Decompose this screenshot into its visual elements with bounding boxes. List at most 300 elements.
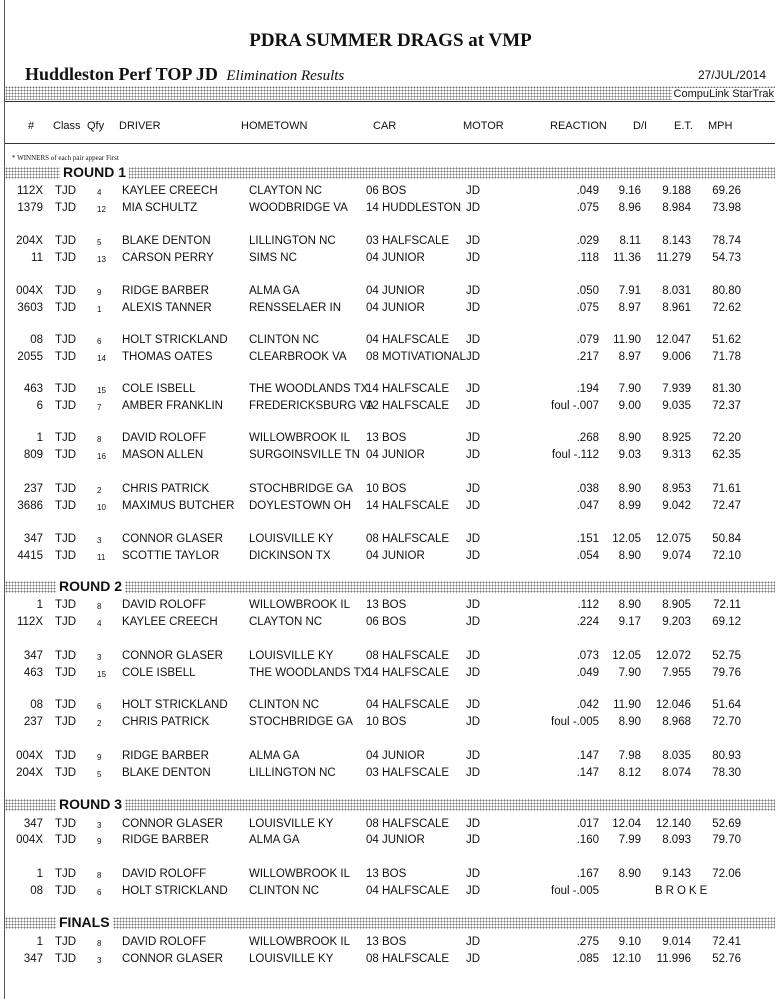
table-row: [0, 667, 781, 682]
cell-num: 1379: [17, 202, 43, 214]
col-qfy: Qfy: [87, 120, 105, 132]
cell-et: 12.140: [655, 818, 691, 830]
cell-et: 8.905: [662, 599, 691, 611]
cell-qfy: 5: [97, 770, 102, 779]
cell-num: 347: [23, 533, 43, 545]
cell-qfy: 16: [97, 452, 106, 461]
cell-car: 04 JUNIOR: [366, 834, 425, 846]
cell-mph: 72.10: [712, 550, 741, 562]
cell-mph: 51.64: [712, 699, 741, 711]
cell-di: 8.90: [618, 550, 641, 562]
cell-class: TJD: [55, 885, 77, 897]
cell-class: TJD: [55, 334, 77, 346]
cell-num: 204X: [16, 767, 43, 779]
cell-class: TJD: [55, 432, 77, 444]
event-date: 27/JUL/2014: [697, 68, 766, 82]
cell-qfy: 8: [97, 435, 102, 444]
table-row: [0, 500, 781, 515]
cell-reaction: foul -.007: [551, 400, 599, 412]
cell-hometown: CLEARBROOK VA: [249, 351, 347, 363]
cell-hometown: THE WOODLANDS TX: [249, 667, 369, 679]
cell-num: 3686: [17, 500, 43, 512]
cell-car: 04 JUNIOR: [366, 252, 425, 264]
cell-driver: KAYLEE CREECH: [122, 616, 218, 628]
cell-motor: JD: [466, 202, 481, 214]
cell-hometown: THE WOODLANDS TX: [249, 383, 369, 395]
cell-hometown: LOUISVILLE KY: [249, 953, 334, 965]
cell-car: 10 BOS: [366, 483, 407, 495]
cell-reaction: .049: [576, 185, 599, 197]
cell-motor: JD: [466, 750, 481, 762]
col-mph: MPH: [708, 120, 733, 132]
col-num: #: [28, 120, 35, 132]
winners-note: * WINNERS of each pair appear First: [12, 154, 119, 162]
cell-mph: 54.73: [712, 252, 741, 264]
cell-et: 8.031: [662, 285, 691, 297]
col-et: E.T.: [674, 120, 693, 132]
cell-di: 7.98: [618, 750, 641, 762]
cell-qfy: 3: [97, 956, 102, 965]
cell-hometown: ALMA GA: [249, 285, 300, 297]
cell-mph: 69.26: [712, 185, 741, 197]
cell-num: 08: [30, 334, 43, 346]
cell-motor: JD: [466, 699, 481, 711]
col-motor: MOTOR: [463, 120, 504, 132]
cell-et: 8.953: [662, 483, 691, 495]
cell-et: 8.968: [662, 716, 691, 728]
cell-di: 8.90: [618, 868, 641, 880]
cell-qfy: 14: [97, 354, 106, 363]
table-row: [0, 616, 781, 631]
cell-di: 7.91: [618, 285, 641, 297]
cell-di: 8.96: [618, 202, 641, 214]
cell-num: 204X: [16, 235, 43, 247]
cell-et: 9.188: [662, 185, 691, 197]
cell-class: TJD: [55, 834, 77, 846]
cell-num: 2055: [17, 351, 43, 363]
cell-hometown: LOUISVILLE KY: [249, 818, 334, 830]
cell-qfy: 2: [97, 719, 102, 728]
cell-mph: 72.41: [712, 936, 741, 948]
cell-hometown: RENSSELAER IN: [249, 302, 342, 314]
cell-hometown: WILLOWBROOK IL: [249, 936, 350, 948]
event-title: [25, 64, 344, 85]
table-row: [0, 449, 781, 464]
cell-hometown: STOCHBRIDGE GA: [249, 716, 353, 728]
cell-mph: 62.35: [712, 449, 741, 461]
cell-di: 7.90: [618, 383, 641, 395]
cell-reaction: .224: [576, 616, 599, 628]
page-title: PDRA SUMMER DRAGS at VMP: [249, 30, 532, 51]
cell-et: 11.279: [656, 252, 691, 264]
table-row: [0, 202, 781, 217]
cell-di: 8.97: [618, 302, 641, 314]
cell-reaction: .042: [576, 699, 599, 711]
cell-hometown: DOYLESTOWN OH: [249, 500, 352, 512]
cell-mph: 72.70: [712, 716, 741, 728]
cell-hometown: WILLOWBROOK IL: [249, 868, 350, 880]
cell-reaction: .038: [576, 483, 599, 495]
cell-qfy: 8: [97, 939, 102, 948]
cell-car: 08 HALFSCALE: [366, 953, 450, 965]
cell-hometown: ALMA GA: [249, 750, 300, 762]
cell-hometown: CLINTON NC: [249, 885, 320, 897]
cell-qfy: 13: [97, 255, 106, 264]
cell-reaction: .118: [577, 252, 599, 264]
cell-class: TJD: [55, 302, 77, 314]
cell-reaction: .268: [576, 432, 599, 444]
cell-qfy: 3: [97, 536, 102, 545]
cell-mph: 52.75: [712, 650, 741, 662]
cell-qfy: 2: [97, 486, 102, 495]
cell-num: 347: [23, 953, 43, 965]
cell-motor: JD: [466, 285, 481, 297]
round-label: ROUND 1: [60, 165, 129, 179]
cell-car: 08 HALFSCALE: [366, 818, 450, 830]
cell-qfy: 15: [97, 670, 106, 679]
cell-qfy: 8: [97, 602, 102, 611]
cell-driver: BLAKE DENTON: [122, 767, 211, 779]
cell-car: 10 BOS: [366, 716, 407, 728]
cell-et: 9.014: [662, 936, 691, 948]
table-row: [0, 252, 781, 267]
col-di: D/I: [633, 120, 648, 132]
cell-motor: JD: [466, 334, 481, 346]
cell-et: 9.035: [662, 400, 691, 412]
cell-motor: JD: [466, 500, 481, 512]
cell-mph: 50.84: [712, 533, 741, 545]
cell-class: TJD: [55, 351, 77, 363]
cell-qfy: 12: [97, 205, 106, 214]
cell-car: 03 HALFSCALE: [366, 767, 450, 779]
cell-di: 8.90: [618, 432, 641, 444]
cell-qfy: 9: [97, 837, 102, 846]
cell-num: 463: [23, 667, 43, 679]
cell-motor: JD: [466, 483, 481, 495]
table-row: [0, 185, 781, 200]
cell-driver: CONNOR GLASER: [122, 818, 223, 830]
cell-num: 11: [31, 252, 43, 264]
table-row: [0, 834, 781, 849]
cell-class: TJD: [55, 767, 77, 779]
cell-di: 12.10: [612, 953, 641, 965]
cell-di: 8.90: [618, 716, 641, 728]
col-driver: DRIVER: [119, 120, 161, 132]
cell-di: 8.90: [618, 599, 641, 611]
col-hometown: HOMETOWN: [241, 120, 308, 132]
cell-hometown: SURGOINSVILLE TN: [249, 449, 360, 461]
cell-hometown: FREDERICKSBURG VA: [249, 400, 375, 412]
cell-et: 12.047: [655, 334, 691, 346]
cell-qfy: 6: [97, 337, 102, 346]
cell-class: TJD: [55, 650, 77, 662]
cell-hometown: ALMA GA: [249, 834, 300, 846]
cell-di: 12.05: [612, 533, 641, 545]
cell-car: 14 HALFSCALE: [366, 500, 450, 512]
cell-di: 9.03: [618, 449, 641, 461]
cell-reaction: .217: [576, 351, 599, 363]
table-row: [0, 533, 781, 548]
cell-car: 14 HALFSCALE: [366, 667, 450, 679]
brand-label: CompuLink StarTrak: [673, 88, 774, 100]
cell-driver: CARSON PERRY: [122, 252, 214, 264]
cell-driver: DAVID ROLOFF: [122, 599, 207, 611]
cell-class: TJD: [55, 235, 77, 247]
cell-motor: JD: [466, 252, 481, 264]
cell-reaction: foul -.005: [551, 716, 599, 728]
cell-reaction: .079: [576, 334, 599, 346]
cell-driver: MAXIMUS BUTCHER: [122, 500, 235, 512]
cell-qfy: 11: [97, 553, 106, 562]
cell-reaction: .147: [576, 767, 599, 779]
cell-hometown: STOCHBRIDGE GA: [249, 483, 353, 495]
cell-car: 08 HALFSCALE: [366, 650, 450, 662]
cell-motor: JD: [466, 533, 481, 545]
col-class: Class: [53, 120, 81, 132]
cell-car: 08 HALFSCALE: [366, 533, 450, 545]
cell-car: 04 JUNIOR: [366, 302, 425, 314]
cell-class: TJD: [55, 616, 77, 628]
cell-mph: 73.98: [712, 202, 741, 214]
cell-driver: SCOTTIE TAYLOR: [122, 550, 220, 562]
cell-qfy: 3: [97, 653, 102, 662]
cell-mph: 79.76: [712, 667, 741, 679]
cell-di: 12.04: [612, 818, 641, 830]
cell-et: 9.313: [662, 449, 691, 461]
cell-motor: JD: [466, 185, 481, 197]
col-reaction: REACTION: [550, 120, 607, 132]
cell-num: 08: [30, 885, 43, 897]
cell-driver: MASON ALLEN: [122, 449, 204, 461]
cell-driver: DAVID ROLOFF: [122, 868, 207, 880]
cell-reaction: .075: [576, 302, 599, 314]
cell-car: 13 BOS: [366, 936, 407, 948]
cell-et: 8.925: [662, 432, 691, 444]
cell-reaction: .073: [576, 650, 599, 662]
table-row: [0, 235, 781, 250]
cell-car: 04 HALFSCALE: [366, 699, 450, 711]
cell-mph: 72.20: [712, 432, 741, 444]
cell-reaction: .075: [576, 202, 599, 214]
cell-di: 9.17: [618, 616, 641, 628]
table-row: [0, 383, 781, 398]
cell-class: TJD: [55, 449, 77, 461]
cell-motor: JD: [466, 351, 481, 363]
table-row: [0, 432, 781, 447]
cell-class: TJD: [55, 252, 77, 264]
cell-reaction: .275: [576, 936, 599, 948]
cell-class: TJD: [55, 285, 77, 297]
cell-num: 1: [36, 868, 43, 880]
cell-motor: JD: [466, 449, 481, 461]
cell-driver: ALEXIS TANNER: [122, 302, 212, 314]
cell-class: TJD: [55, 953, 77, 965]
cell-qfy: 9: [97, 288, 102, 297]
cell-qfy: 5: [97, 238, 102, 247]
cell-class: TJD: [55, 699, 77, 711]
cell-hometown: SIMS NC: [249, 252, 297, 264]
cell-car: 13 BOS: [366, 432, 407, 444]
cell-num: 4415: [17, 550, 43, 562]
round-label: FINALS: [56, 915, 113, 929]
cell-reaction: .029: [576, 235, 599, 247]
cell-motor: JD: [466, 716, 481, 728]
cell-driver: CHRIS PATRICK: [122, 716, 210, 728]
cell-car: 12 HALFSCALE: [366, 400, 450, 412]
cell-class: TJD: [55, 818, 77, 830]
cell-num: 08: [30, 699, 43, 711]
cell-class: TJD: [55, 550, 77, 562]
cell-num: 463: [23, 383, 43, 395]
cell-mph: 78.74: [712, 235, 741, 247]
table-row: [0, 868, 781, 883]
cell-car: 04 HALFSCALE: [366, 334, 450, 346]
cell-driver: HOLT STRICKLAND: [122, 699, 228, 711]
cell-et: 9.006: [662, 351, 691, 363]
cell-mph: 72.62: [712, 302, 741, 314]
cell-class: TJD: [55, 936, 77, 948]
col-car: CAR: [373, 120, 397, 132]
table-row: [0, 599, 781, 614]
table-row: [0, 400, 781, 415]
cell-et: 9.203: [662, 616, 691, 628]
cell-hometown: LOUISVILLE KY: [249, 533, 334, 545]
cell-reaction: .085: [576, 953, 599, 965]
cell-motor: JD: [466, 650, 481, 662]
cell-qfy: 6: [97, 888, 102, 897]
cell-motor: JD: [466, 235, 481, 247]
cell-driver: COLE ISBELL: [122, 383, 196, 395]
cell-di: 9.00: [618, 400, 641, 412]
cell-driver: AMBER FRANKLIN: [122, 400, 223, 412]
cell-et: 8.961: [662, 302, 691, 314]
cell-driver: MIA SCHULTZ: [122, 202, 198, 214]
cell-car: 13 BOS: [366, 599, 407, 611]
cell-di: 9.16: [618, 185, 641, 197]
cell-driver: COLE ISBELL: [122, 667, 196, 679]
cell-qfy: 9: [97, 753, 102, 762]
cell-et: 9.042: [662, 500, 691, 512]
cell-motor: JD: [466, 302, 481, 314]
round-label: ROUND 2: [56, 579, 125, 593]
cell-car: 04 JUNIOR: [366, 285, 425, 297]
cell-hometown: CLAYTON NC: [249, 616, 323, 628]
header-band: [5, 86, 775, 100]
cell-mph: 72.47: [712, 500, 741, 512]
cell-class: TJD: [55, 868, 77, 880]
cell-driver: THOMAS OATES: [122, 351, 213, 363]
cell-hometown: LOUISVILLE KY: [249, 650, 334, 662]
table-row: [0, 936, 781, 951]
round-label: ROUND 3: [56, 797, 125, 811]
cell-motor: JD: [466, 868, 481, 880]
table-row: [0, 953, 781, 968]
cell-mph: 80.80: [712, 285, 741, 297]
cell-reaction: .147: [576, 750, 599, 762]
cell-et: 12.072: [655, 650, 691, 662]
cell-mph: 52.69: [712, 818, 741, 830]
table-row: [0, 550, 781, 565]
cell-di: 7.99: [618, 834, 641, 846]
cell-driver: DAVID ROLOFF: [122, 432, 207, 444]
cell-class: TJD: [55, 400, 77, 412]
cell-car: 04 JUNIOR: [366, 750, 425, 762]
cell-et: 9.143: [662, 868, 691, 880]
cell-class: TJD: [55, 750, 77, 762]
cell-car: 04 HALFSCALE: [366, 885, 450, 897]
cell-et: 8.035: [662, 750, 691, 762]
cell-reaction: .167: [576, 868, 599, 880]
cell-motor: JD: [466, 936, 481, 948]
cell-hometown: WILLOWBROOK IL: [249, 432, 350, 444]
cell-driver: CONNOR GLASER: [122, 953, 223, 965]
event-name: Huddleston Perf TOP JD: [25, 64, 218, 84]
cell-et: 8.093: [662, 834, 691, 846]
cell-num: 004X: [16, 834, 43, 846]
cell-di: 8.99: [618, 500, 641, 512]
cell-num: 237: [23, 716, 43, 728]
cell-qfy: 4: [97, 188, 102, 197]
table-row: [0, 767, 781, 782]
cell-hometown: LILLINGTON NC: [249, 235, 336, 247]
table-row: [0, 885, 781, 900]
table-row: [0, 285, 781, 300]
cell-di: 11.90: [613, 699, 641, 711]
table-row: [0, 716, 781, 731]
cell-num: 347: [23, 818, 43, 830]
cell-di: 8.11: [619, 235, 641, 247]
cell-driver: CONNOR GLASER: [122, 650, 223, 662]
cell-mph: 71.61: [712, 483, 741, 495]
cell-reaction: .017: [576, 818, 599, 830]
cell-hometown: CLINTON NC: [249, 699, 320, 711]
cell-class: TJD: [55, 716, 77, 728]
table-row: [0, 818, 781, 833]
cell-class: TJD: [55, 667, 77, 679]
cell-hometown: WOODBRIDGE VA: [249, 202, 348, 214]
cell-driver: RIDGE BARBER: [122, 834, 209, 846]
header-rule: [5, 101, 775, 102]
cell-qfy: 7: [97, 403, 102, 412]
cell-hometown: LILLINGTON NC: [249, 767, 336, 779]
cell-et: 12.075: [655, 533, 691, 545]
cell-num: 004X: [16, 285, 43, 297]
cell-driver: CONNOR GLASER: [122, 533, 223, 545]
cell-driver: DAVID ROLOFF: [122, 936, 207, 948]
cell-qfy: 4: [97, 619, 102, 628]
round-band: [5, 917, 775, 929]
cell-reaction: .151: [576, 533, 599, 545]
cell-driver: RIDGE BARBER: [122, 285, 209, 297]
cell-driver: KAYLEE CREECH: [122, 185, 218, 197]
column-rule: [5, 143, 775, 144]
cell-motor: JD: [466, 953, 481, 965]
cell-motor: JD: [466, 885, 481, 897]
cell-num: 1: [36, 599, 43, 611]
cell-car: 04 JUNIOR: [366, 449, 425, 461]
table-row: [0, 650, 781, 665]
cell-num: 237: [23, 483, 43, 495]
cell-di: 7.90: [618, 667, 641, 679]
cell-class: TJD: [55, 483, 77, 495]
cell-et: 11.996: [656, 953, 691, 965]
cell-et: 8.143: [662, 235, 691, 247]
cell-qfy: 3: [97, 821, 102, 830]
cell-di: 8.12: [618, 767, 641, 779]
cell-car: 06 BOS: [366, 616, 407, 628]
cell-class: TJD: [55, 599, 77, 611]
cell-car: 08 MOTIVATIONAL: [366, 351, 466, 363]
